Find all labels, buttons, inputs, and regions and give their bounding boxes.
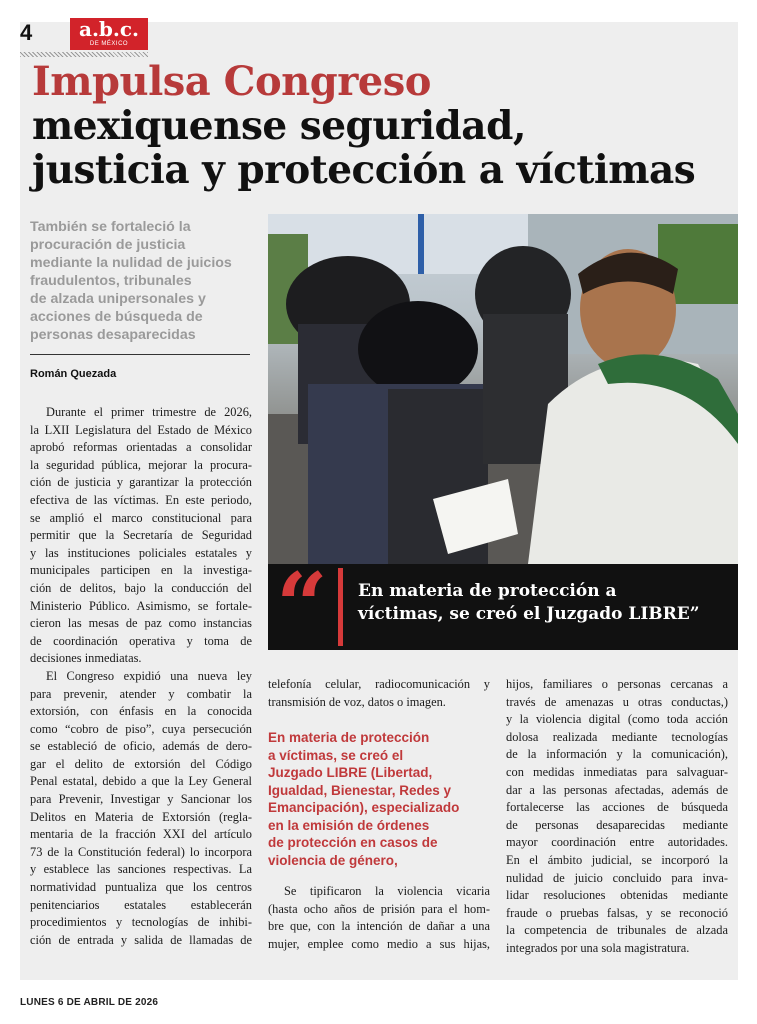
- body-line: la seguridad pública, mejorar la procura-: [30, 457, 252, 472]
- body-line: gar el delito de extorsión del Código: [30, 756, 252, 771]
- body-line: efectiva de las víctimas. En este periodo,: [30, 492, 252, 507]
- body-line: y la violencia digital (como toda acción: [506, 712, 728, 727]
- deck-line: de alzada unipersonales y: [30, 291, 206, 307]
- deck-line: acciones de búsqueda de: [30, 309, 203, 325]
- quote-accent-bar: [338, 568, 343, 646]
- headline-line-2: mexiquense seguridad,: [32, 103, 526, 149]
- body-line: bre que, con la intención de dañar a una: [268, 919, 490, 934]
- body-line: nulidad de juicio concluido para inva-: [506, 870, 728, 885]
- deck-line: fraudulentos, tribunales: [30, 273, 192, 289]
- highlight-line: de protección en casos de: [268, 835, 438, 851]
- quote-mark-icon: “: [276, 553, 328, 659]
- body-line: como “cobro de piso”, cuya persecución: [30, 721, 252, 736]
- highlight-line: a víctimas, se creó el: [268, 747, 404, 763]
- body-column-3: [506, 676, 728, 958]
- body-line: fraude o pruebas falsas, y se reconoció: [506, 905, 728, 920]
- body-line: se amplió el marco constitucional para: [30, 510, 252, 525]
- body-line: normatividad puntualiza que los centros: [30, 880, 252, 895]
- highlight-line: Igualdad, Bienestar, Redes y: [268, 782, 452, 798]
- body-line: mujer, emplee como medio a sus hijas,: [268, 936, 490, 951]
- news-photo: [268, 214, 738, 564]
- body-line: decisiones inmediatas.: [30, 651, 142, 666]
- body-line: municipales participen en la investiga-: [30, 563, 252, 578]
- body-line: de coordinación operativa y toma de: [30, 633, 252, 648]
- body-line: extorsión, con énfasis en la conocida: [30, 704, 252, 719]
- header-hatch-divider: [20, 52, 148, 57]
- body-column-1: [30, 404, 252, 949]
- page-number: 4: [20, 20, 33, 45]
- highlighted-paragraph: [268, 729, 490, 869]
- headline-line-1: Impulsa Congreso: [32, 58, 431, 105]
- body-line: mayor coordinación entre autoridades.: [506, 835, 728, 850]
- body-line: permitir que la Secretaría de Seguridad: [30, 528, 252, 543]
- highlight-line: En materia de protección: [268, 730, 430, 746]
- abc-logo: [70, 18, 148, 50]
- body-line: para Prevenir, Investigar y Sancionar los: [30, 792, 252, 807]
- body-line: integrados por una sola magistratura.: [506, 940, 690, 955]
- body-line: hijos, familiares o personas cercanas a: [506, 677, 728, 691]
- body-line: procedimientos y tecnologías de inhibi-: [30, 915, 252, 930]
- body-line: ción de justicia y garantizar la protección: [30, 475, 252, 490]
- deck-line: También se fortaleció la: [30, 219, 191, 235]
- body-line: de personas desaparecidas mediante: [506, 817, 728, 832]
- footer-date: LUNES 6 DE ABRIL DE 2026: [20, 997, 159, 1008]
- body-line: Durante el primer trimestre de 2026,: [46, 405, 252, 419]
- body-line: ción de delitos, bajo la conducción del: [30, 580, 252, 595]
- pull-quote-text: [358, 580, 728, 626]
- body-line: y establece las sanciones respectivas. La: [30, 862, 252, 877]
- body-line: se estableció de oficio, además de dero-: [30, 739, 252, 754]
- body-line: El Congreso expidió una nueva ley: [46, 668, 252, 683]
- body-line: Se tipificaron la violencia vicaria: [284, 884, 490, 899]
- body-line: En el ámbito judicial, se incorporó la: [506, 852, 728, 867]
- deck-line: mediante la nulidad de juicios: [30, 255, 232, 271]
- body-line: para prevenir, atender y combatir la: [30, 686, 252, 701]
- body-line: aprobó reformas orientadas a consolidar: [30, 440, 252, 455]
- body-line: través de amenazas u otras conductas,): [506, 694, 728, 709]
- highlight-line: Juzgado LIBRE (Libertad,: [268, 765, 433, 781]
- body-line: (hasta ocho años de prisión para el hom-: [268, 901, 490, 916]
- highlight-line: Emancipación), especializado: [268, 800, 460, 816]
- deck-line: personas desaparecidas: [30, 327, 196, 343]
- body-line: transmisión de voz, datos o imagen.: [268, 694, 446, 709]
- deck-line: procuración de justicia: [30, 237, 186, 253]
- highlight-line: en la emisión de órdenes: [268, 817, 430, 833]
- body-column-2: [268, 676, 490, 954]
- body-line: Delitos en Materia de Extorsión (regla-: [30, 809, 252, 824]
- deck-divider: [30, 354, 250, 355]
- body-line: 73 de la Constitución federal) lo incorpora: [30, 844, 252, 859]
- body-line: la competencia de tribunales de alzada: [506, 923, 728, 938]
- highlight-line: violencia de género,: [268, 852, 398, 868]
- body-line: la LXII Legislatura del Estado de México: [30, 422, 252, 437]
- body-line: dar a las personas afectadas, además de: [506, 782, 728, 797]
- body-line: cieron las mesas de paz como instancias: [30, 616, 252, 631]
- body-line: ción de entrada y salida de llamadas de: [30, 932, 252, 947]
- quote-line: víctimas, se creó el Juzgado LIBRE”: [358, 604, 700, 624]
- headline-line-3: justicia y protección a víctimas: [32, 147, 696, 193]
- body-line: dolosa realizada mediante tecnologías: [506, 729, 728, 744]
- photo-illustration: [268, 214, 738, 564]
- body-line: de la información y la comunicación),: [506, 747, 728, 762]
- quote-line: En materia de protección a: [358, 581, 617, 601]
- body-line: telefonía celular, radiocomunicación y: [268, 677, 490, 691]
- headline: [32, 60, 732, 192]
- byline: Román Quezada: [30, 368, 117, 380]
- body-line: Penal estatal, debido a que la Ley General: [30, 774, 252, 789]
- deck-subheading: [30, 218, 262, 344]
- body-line: con medidas inmediatas para salvaguar-: [506, 764, 728, 779]
- logo-sub-text: DE MÉXICO: [89, 41, 129, 47]
- pull-quote-box: [268, 553, 738, 659]
- body-line: y las instituciones policiales estatales y: [30, 545, 252, 560]
- body-line: penitenciarios estatales establecerán: [30, 897, 252, 912]
- body-line: mentaria de la fracción XXI del artículo: [30, 827, 252, 842]
- logo-main-text: a.b.c.: [78, 17, 139, 41]
- body-line: lidar resoluciones obtenidas mediante: [506, 888, 728, 903]
- body-line: Ministerio Público. Asimismo, se fortale-: [30, 598, 252, 613]
- body-line: fortalecerse las acciones de búsqueda: [506, 800, 728, 815]
